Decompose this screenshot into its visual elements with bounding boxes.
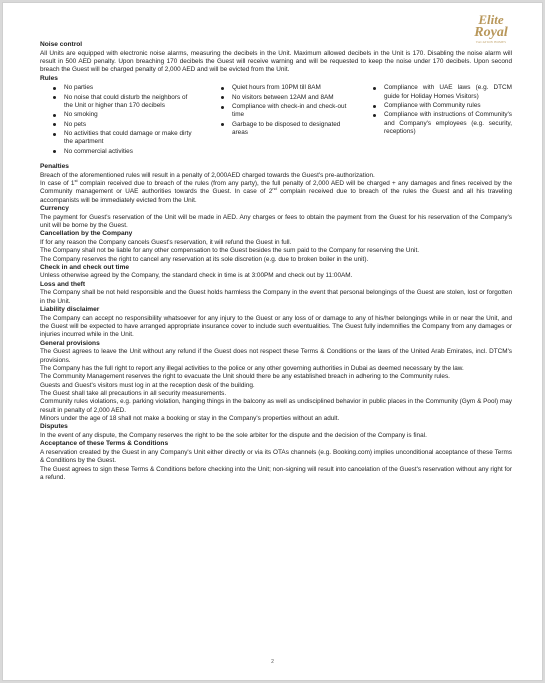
penalties-text-2: In case of 1st complain received due to breach of the rules (from any party), the full penalty of 2,000 AED will be charged + any damages and fines received by the Community management or UAE authorities towards the Guest. In case of 2nd complain received due to breach of the rules the Guest and all his traveling accompanists will be immediately evicted from the Unit. xyxy=(40,177,512,204)
loss-theft-heading: Loss and theft xyxy=(40,280,86,288)
acceptance-heading: Acceptance of these Terms & Conditions xyxy=(40,440,169,448)
noise-control-text: All Units are equipped with electronic noise alarms, measuring the decibels in the Unit. Maximum allowed decibels in the Unit is 170. Disabling the noise alarm will result in 500 AED penalty. Upon breaching 170 decibels the Guest will receive warning and will be requested to keep the noise under 170 decibels. Upon second breach the Guest will be charged penalty of 2,000 AED and will be evicted from the Unit. xyxy=(40,49,512,74)
rule-item: Compliance with UAE laws (e.g. DTCM guide for Holiday Homes Visitors) xyxy=(368,84,512,101)
rules-column-3 xyxy=(368,84,512,157)
rule-item: Compliance with check-in and check-out time xyxy=(216,103,350,120)
logo-line-2: Royal xyxy=(474,25,508,40)
rules-list xyxy=(40,84,512,157)
disputes-text: In the event of any dispute, the Company reserves the right to be the sole arbiter for the dispute and the decision of the Company is final. xyxy=(40,431,427,439)
rules-column-2 xyxy=(210,84,350,157)
rule-item: Compliance with instructions of Community's and Company's employees (e.g. security, receptions) xyxy=(368,111,512,136)
cancellation-text-3: The Company reserves the right to cancel any reservation at its sole discretion (e.g. due to broken boiler in the unit). xyxy=(40,255,369,263)
loss-theft-text: The Company shall be not held responsible and the Guest holds harmless the Company in the event that personal belongings of the Guest are stolen, lost or forgotten in the Unit. xyxy=(40,289,512,305)
rule-item: No activities that could damage or make dirty the apartment xyxy=(48,130,192,147)
penalties-heading: Penalties xyxy=(40,162,69,170)
checkin-heading: Check in and check out time xyxy=(40,263,130,271)
cancellation-text-2: The Company shall not be liable for any other compensation to the Guest besides the sum paid to the Company for reserving the Unit. xyxy=(40,247,420,255)
document-content xyxy=(40,41,512,482)
rule-item: Quiet hours from 10PM till 8AM xyxy=(216,84,350,92)
general-provisions-heading: General provisions xyxy=(40,339,100,347)
general-text-6: Community rules violations, e.g. parking violation, hanging things in the balcony as well as undisciplined behavior in public places in the Community (Gym & Pool) may result in penalty of 2,000 AED. xyxy=(40,398,512,414)
logo-tagline: VACATION HOMES xyxy=(475,40,507,44)
general-text-4: Guests and Guest's visitors must log in at the reception desk of the building. xyxy=(40,381,255,389)
rule-item: Compliance with Community rules xyxy=(368,102,512,110)
acceptance-text-1: A reservation created by the Guest in any Company's Unit either directly or via its OTAs channels (e.g. Booking.com) implies unconditional acceptance of these Terms & Conditions by the Guest. xyxy=(40,448,512,465)
rule-item: No visitors between 12AM and 8AM xyxy=(216,94,350,102)
rules-column-1 xyxy=(40,84,192,157)
currency-heading: Currency xyxy=(40,204,69,212)
document-page xyxy=(2,2,543,681)
liability-text: The Company can accept no responsibility whatsoever for any injury to the Guest or any loss of or damage to any of his/her belongings while in or near the Unit, and the Guest will be expected to have arranged appropriate insurance cover to include such eventualities. The Guest fully indemnifies the Company from any damages or injuries incurred while in the Unit. xyxy=(40,314,512,339)
general-text-3: The Community Management reserves the right to evacuate the Unit should there be any established breach in adhering to the Community rules. xyxy=(40,373,450,381)
rule-item: No smoking xyxy=(48,111,192,119)
rule-item: Garbage to be disposed to designated areas xyxy=(216,121,350,138)
rules-heading: Rules xyxy=(40,74,58,82)
rule-item: No commercial activities xyxy=(48,148,192,156)
rule-item: No parties xyxy=(48,84,192,92)
general-text-1: The Guest agrees to leave the Unit without any refund if the Guest does not respect these Terms & Conditions or the laws of the United Arab Emirates, incl. DTCM's provisions. xyxy=(40,348,512,364)
checkin-text: Unless otherwise agreed by the Company, the standard check in time is at 3:00PM and check out by 11:00AM. xyxy=(40,272,353,280)
general-text-7: Minors under the age of 18 shall not make a booking or stay in the Company's properties without an adult. xyxy=(40,415,340,423)
penalties-text-1: Breach of the aforementioned rules will result in a penalty of 2,000AED charged towards the Guest's pre-authorization. xyxy=(40,171,375,179)
general-text-2: The Company has the full right to report any illegal activities to the police or any other governing authorities in Dubai as deemed necessary by the law. xyxy=(40,364,464,372)
rule-item: No noise that could disturb the neighbors of the Unit or higher than 170 decibels xyxy=(48,94,192,111)
acceptance-text-2: The Guest agrees to sign these Terms & Conditions before checking into the Unit; non-signing will result into cancelation of the Guest's reservation without any right for a refund. xyxy=(40,465,512,481)
general-text-5: The Guest shall take all precautions in all security measurements. xyxy=(40,390,227,397)
noise-control-heading: Noise control xyxy=(40,41,83,48)
currency-text: The payment for Guest's reservation of the Unit will be made in AED. Any charges or fees to obtain the payment from the Guest for his reservation of the Company's unit will be borne by the Guest. xyxy=(40,213,512,229)
page-number: 2 xyxy=(271,659,274,665)
rule-item: No pets xyxy=(48,121,192,129)
logo-line-1: Elite xyxy=(478,12,504,27)
cancellation-heading: Cancellation by the Company xyxy=(40,230,133,238)
liability-heading: Liability disclaimer xyxy=(40,306,100,314)
cancellation-text-1: If for any reason the Company cancels Guest's reservation, it will refund the Guest in full. xyxy=(40,238,292,246)
disputes-heading: Disputes xyxy=(40,423,68,431)
